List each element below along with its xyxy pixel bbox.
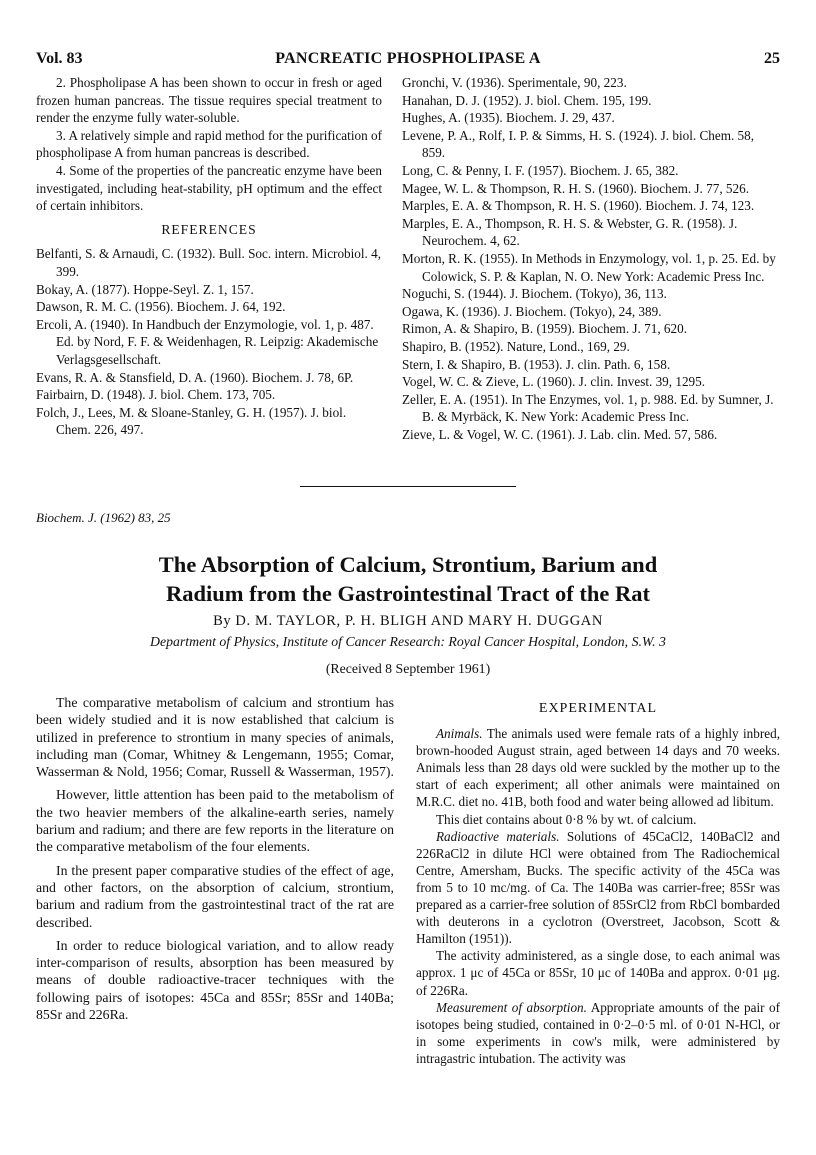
reference-item: Folch, J., Lees, M. & Sloane-Stanley, G. H. (1957). J. biol. Chem. 226, 497. (36, 404, 347, 438)
intro-paragraph: In the present paper comparative studies of the effect of age, and other factors, on the absorption of calcium, strontium, barium and radium from the gastrointestinal tract of the rat are described. (36, 862, 394, 930)
reference-item: Long, C. & Penny, I. F. (1957). Biochem. J. 65, 382. (402, 162, 679, 178)
reference-item: Gronchi, V. (1936). Sperimentale, 90, 223. (402, 75, 627, 90)
intro-paragraph: The comparative metabolism of calcium and strontium has been widely studied and it is now established that calcium is utilized in preference to strontium in many species of animals, including man (Comar, Whitney & Lengemann, 1955; Comar, Wasserman & Nold, 1956; Comar, Russell & Wasserman, 1957). (36, 695, 394, 780)
intro-paragraph: In order to reduce biological variation, and to allow ready inter-comparison of results, absorption has been measured by means of double radioactive-tracer techniques with the following pairs of isotopes: 45Ca and 85Sr; 85Sr and 140Ba; 85Sr and 226Ra. (36, 937, 394, 1023)
reference-item: Bokay, A. (1877). Hoppe-Seyl. Z. 1, 157. (36, 281, 254, 297)
department: Department of Physics, Institute of Cancer Research: Royal Cancer Hospital, London, S.W. 3 (150, 634, 666, 649)
reference-item: Ercoli, A. (1940). In Handbuch der Enzymologie, vol. 1, p. 487. Ed. by Nord, F. F. & Weidenhagen, R. Leipzig: Akademische Verlagsgesellschaft. (36, 316, 379, 367)
animals-paragraph (416, 725, 780, 810)
summary-point: 3. A relatively simple and rapid method for the purification of phospholipase A from human pancreas is described. (36, 127, 382, 161)
measurement-paragraph (416, 999, 780, 1067)
reference-item: Zieve, L. & Vogel, W. C. (1961). J. Lab. clin. Med. 57, 586. (402, 426, 718, 442)
reference-item: Hanahan, D. J. (1952). J. biol. Chem. 195, 199. (402, 92, 652, 108)
reference-item: Stern, I. & Shapiro, B. (1953). J. clin. Path. 6, 158. (402, 356, 671, 372)
reference-item: Rimon, A. & Shapiro, B. (1959). Biochem. J. 71, 620. (402, 321, 687, 337)
diet-paragraph: This diet contains about 0·8 % by wt. of calcium. (436, 811, 697, 827)
animals-label: Animals. (436, 726, 483, 742)
journal-citation: Biochem. J. (1962) 83, 25 (36, 510, 171, 525)
reference-item: Evans, R. A. & Stansfield, D. A. (1960). Biochem. J. 78, 6P. (36, 369, 354, 385)
intro-paragraph: However, little attention has been paid to the metabolism of the two heavier members of the alkaline-earth series, namely barium and radium; and there are few reports in the literature on the comparative metabolism of the four elements. (36, 787, 394, 855)
reference-item: Noguchi, S. (1944). J. Biochem. (Tokyo), 36, 113. (402, 286, 667, 302)
received-date: (Received 8 September 1961) (325, 661, 491, 676)
intro-column (36, 694, 394, 1023)
article-title (36, 550, 780, 608)
page-number: 25 (764, 50, 780, 67)
references-heading: REFERENCES (161, 221, 257, 237)
reference-item: Morton, R. K. (1955). In Methods in Enzymology, vol. 1, p. 25. Ed. by Colowick, S. P. & Kaplan, N. O. New York: Academic Press Inc. (402, 250, 776, 284)
reference-item: Fairbairn, D. (1948). J. biol. Chem. 173, 705. (36, 387, 276, 403)
reference-item: Ogawa, K. (1936). J. Biochem. (Tokyo), 24, 389. (402, 303, 662, 319)
section-divider (300, 486, 516, 487)
article-title-line: The Absorption of Calcium, Strontium, Barium and (158, 552, 658, 577)
experimental-heading: EXPERIMENTAL (538, 701, 658, 716)
measurement-text: Appropriate amounts of the pair of isotopes being studied, contained in 0·2–0·5 ml. of 0·01 N-HCl, or in some experiments in cow's milk, were administered by intragastric intubation. The activity was (416, 999, 780, 1066)
volume-label: Vol. 83 (36, 50, 83, 67)
reference-item: Magee, W. L. & Thompson, R. H. S. (1960). Biochem. J. 77, 526. (402, 180, 750, 196)
reference-item: Belfanti, S. & Arnaudi, C. (1932). Bull. Soc. intern. Microbiol. 4, 399. (36, 246, 382, 279)
reference-item: Marples, E. A. & Thompson, R. H. S. (1960). Biochem. J. 74, 123. (402, 198, 755, 214)
activity-paragraph: The activity administered, as a single dose, to each animal was approx. 1 μc of 45Ca or 85Sr, 10 μc of 140Ba and approx. 0·01 μg. of 226Ra. (416, 948, 780, 998)
animals-text: The animals used were female rats of a highly inbred, brown-hooded August strain, aged between 14 days and 70 weeks. Animals less than 28 days old were suckled by the mother up to the start of each experiment; all other animals were maintained on M.R.C. diet no. 41B, both food and water being allowed ad libitum. (416, 726, 780, 810)
summary-point: 4. Some of the properties of the pancreatic enzyme have been investigated, including heat-stability, pH optimum and the effect of certain inhibitors. (36, 162, 382, 214)
running-title: PANCREATIC PHOSPHOLIPASE A (275, 50, 541, 67)
reference-item: Dawson, R. M. C. (1956). Biochem. J. 64, 192. (36, 299, 286, 315)
radioactive-paragraph (416, 828, 780, 948)
reference-item: Vogel, W. C. & Zieve, L. (1960). J. clin. Invest. 39, 1295. (402, 374, 706, 390)
radioactive-label: Radioactive materials. (436, 828, 560, 844)
measurement-label: Measurement of absorption. (436, 999, 587, 1015)
experimental-column (416, 700, 780, 1067)
reference-item: Hughes, A. (1935). Biochem. J. 29, 437. (402, 110, 615, 126)
reference-item: Levene, P. A., Rolf, I. P. & Simms, H. S. (1924). J. biol. Chem. 58, 859. (402, 127, 755, 161)
prev-article-left-column (36, 74, 382, 439)
reference-item: Marples, E. A., Thompson, R. H. S. & Webster, G. R. (1958). J. Neurochem. 4, 62. (402, 215, 738, 249)
authors: By D. M. TAYLOR, P. H. BLIGH AND MARY H. DUGGAN (213, 613, 603, 629)
radioactive-text: Solutions of 45CaCl2, 140BaCl2 and 226RaCl2 in dilute HCl were obtained from The Radiochemical Centre, Amersham, Bucks. The specific activity of the 45Ca was from 5 to 10 mc/mg. of Ca. The 140Ba was carrier-free; 85Sr was prepared as a carrier-free solution of 85SrCl2 from RbCl bombarded with deuterons in a cyclotron (Overstreet, Jacobson, Scott & Hamilton (1951)). (416, 828, 781, 947)
reference-item: Zeller, E. A. (1951). In The Enzymes, vol. 1, p. 988. Ed. by Sumner, J. B. & Myrbäck, K. New York: Academic Press Inc. (402, 391, 774, 425)
summary-point: 2. Phospholipase A has been shown to occur in fresh or aged frozen human pancreas. The tissue requires special treatment to render the enzyme fully water-soluble. (36, 75, 382, 126)
article-title-line: Radium from the Gastrointestinal Tract of the Rat (166, 581, 650, 606)
prev-article-right-column (402, 74, 780, 443)
reference-item: Shapiro, B. (1952). Nature, Lond., 169, 29. (402, 338, 630, 354)
